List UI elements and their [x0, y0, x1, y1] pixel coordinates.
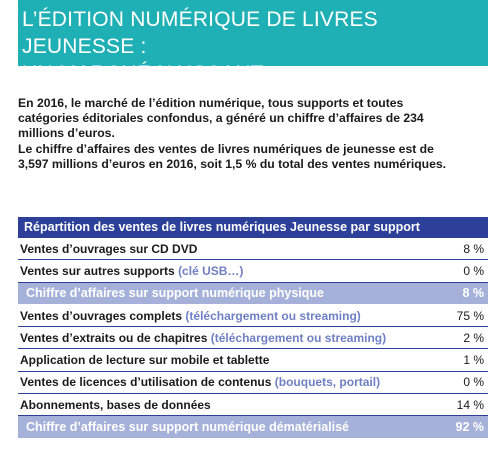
table-row — [18, 394, 488, 416]
row-label: Application de lecture sur mobile et tablette — [20, 353, 270, 368]
sales-table — [18, 217, 488, 439]
table-row — [18, 305, 488, 327]
row-value: 1 % — [463, 353, 484, 368]
table-row — [18, 238, 488, 260]
title-line-2: UN MARCHÉ NAISSANT — [22, 62, 264, 85]
table-row — [18, 372, 488, 394]
row-value: 2 % — [463, 330, 484, 345]
subtotal-row-dematerialized — [18, 416, 488, 438]
table-row — [18, 349, 488, 371]
intro-paragraph-2: Le chiffre d’affaires des ventes de livres numériques de jeunesse est de 3,597 millions d’euros en 2016, soit 1,5 % du total des ventes numériques. — [18, 141, 447, 171]
row-value: 92 % — [455, 420, 484, 435]
row-label: Ventes sur autres supports (clé USB…) — [20, 263, 244, 278]
row-note: (téléchargement ou streaming) — [185, 308, 361, 323]
title-banner — [18, 0, 488, 85]
row-value: 75 % — [456, 308, 484, 323]
table-header: Répartition des ventes de livres numériques Jeunesse par support — [18, 217, 488, 238]
intro-text — [18, 96, 458, 172]
row-label: Chiffre d’affaires sur support numérique physique — [26, 286, 324, 301]
row-note: (clé USB…) — [178, 263, 244, 278]
table-row — [18, 260, 488, 282]
row-value: 8 % — [462, 286, 484, 301]
row-note: (bouquets, portail) — [274, 375, 381, 390]
subtotal-row-physical — [18, 283, 488, 305]
row-label: Ventes d’extraits ou de chapitres (téléchargement ou streaming) — [20, 330, 387, 345]
row-label: Ventes d’ouvrages sur CD DVD — [20, 241, 198, 256]
row-label: Ventes de licences d’utilisation de contenus (bouquets, portail) — [20, 375, 381, 390]
row-value: 0 % — [463, 375, 484, 390]
row-value: 14 % — [456, 397, 484, 412]
row-note: (téléchargement ou streaming) — [210, 330, 387, 345]
title-line-1: L’ÉDITION NUMÉRIQUE DE LIVRES JEUNESSE : — [22, 8, 378, 58]
intro-paragraph-1: En 2016, le marché de l’édition numérique, tous supports et toutes catégories éditoriales confondus, a généré un chiffre d’affaires de 234 millions d’euros. — [18, 96, 424, 141]
row-label: Ventes d’ouvrages complets (téléchargement ou streaming) — [20, 308, 361, 323]
table-row — [18, 327, 488, 349]
row-label: Abonnements, bases de données — [20, 397, 211, 412]
row-label: Chiffre d’affaires sur support numérique dématérialisé — [26, 420, 349, 435]
row-value: 0 % — [463, 263, 484, 278]
row-value: 8 % — [463, 241, 484, 256]
